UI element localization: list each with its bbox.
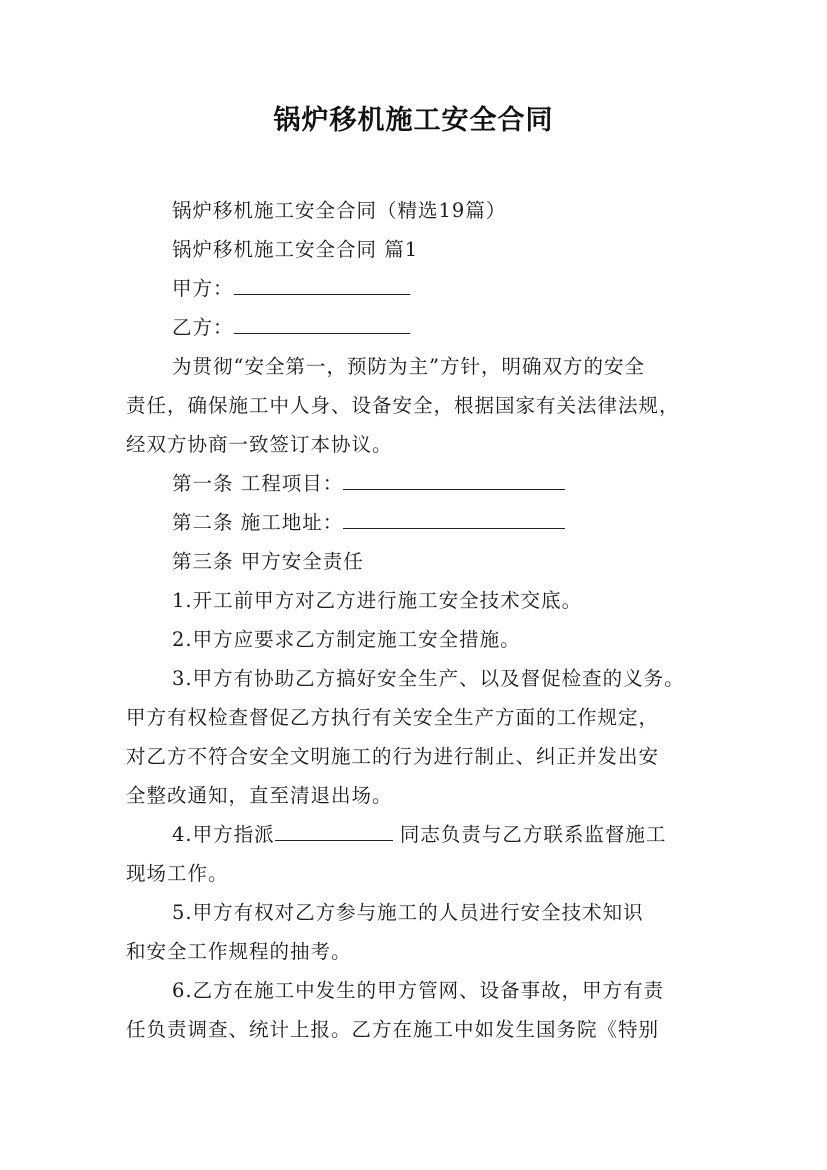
party-b-line <box>172 312 712 344</box>
article-1-label: 第一条 工程项目： <box>172 472 344 495</box>
address-blank <box>343 510 565 529</box>
clause-line: 全整改通知，直至清退出场。 <box>126 784 393 807</box>
subtitle-line: 锅炉移机施工安全合同（精选19篇） <box>172 199 507 222</box>
clause-line: 对乙方不符合安全文明施工的行为进行制止、纠正并发出安 <box>126 745 660 768</box>
section-heading: 锅炉移机施工安全合同 篇1 <box>172 238 419 261</box>
paragraph-line: 责任，确保施工中人身、设备安全，根据国家有关法律法规， <box>126 394 680 417</box>
article-2-line <box>172 507 712 539</box>
article-1-line <box>172 468 712 500</box>
clause-4-start: 4.甲方指派 <box>172 823 275 846</box>
clause-line: 2.甲方应要求乙方制定施工安全措施。 <box>172 628 521 651</box>
document-title: 锅炉移机施工安全合同 <box>273 105 554 136</box>
clause-4-line <box>172 819 712 851</box>
clause-line: 1.开工前甲方对乙方进行施工安全技术交底。 <box>172 589 583 612</box>
clause-line: 甲方有权检查督促乙方执行有关安全生产方面的工作规定， <box>126 706 660 729</box>
clause-line: 任负责调查、统计上报。乙方在施工中如发生国务院《特别 <box>126 1018 660 1041</box>
party-b-blank <box>234 315 410 334</box>
party-a-label: 甲方： <box>172 277 234 300</box>
assignee-blank <box>275 822 393 841</box>
clause-line: 现场工作。 <box>126 862 229 885</box>
clause-line: 3.甲方有协助乙方搞好安全生产、以及督促检查的义务。 <box>172 667 685 690</box>
party-a-blank <box>234 276 410 295</box>
clause-line: 5.甲方有权对乙方参与施工的人员进行安全技术知识 <box>172 901 644 924</box>
clause-line: 和安全工作规程的抽考。 <box>126 940 352 963</box>
party-a-line <box>172 273 712 305</box>
paragraph-line: 经双方协商一致签订本协议。 <box>126 433 393 456</box>
article-2-label: 第二条 施工地址： <box>172 511 344 534</box>
project-blank <box>343 471 565 490</box>
clause-4-end: 同志负责与乙方联系监督施工 <box>399 823 667 846</box>
clause-line: 6.乙方在施工中发生的甲方管网、设备事故，甲方有责 <box>172 979 665 1002</box>
paragraph-line: 为贯彻“安全第一，预防为主”方针，明确双方的安全 <box>172 355 645 378</box>
article-3-heading: 第三条 甲方安全责任 <box>172 550 364 573</box>
party-b-label: 乙方： <box>172 316 234 339</box>
